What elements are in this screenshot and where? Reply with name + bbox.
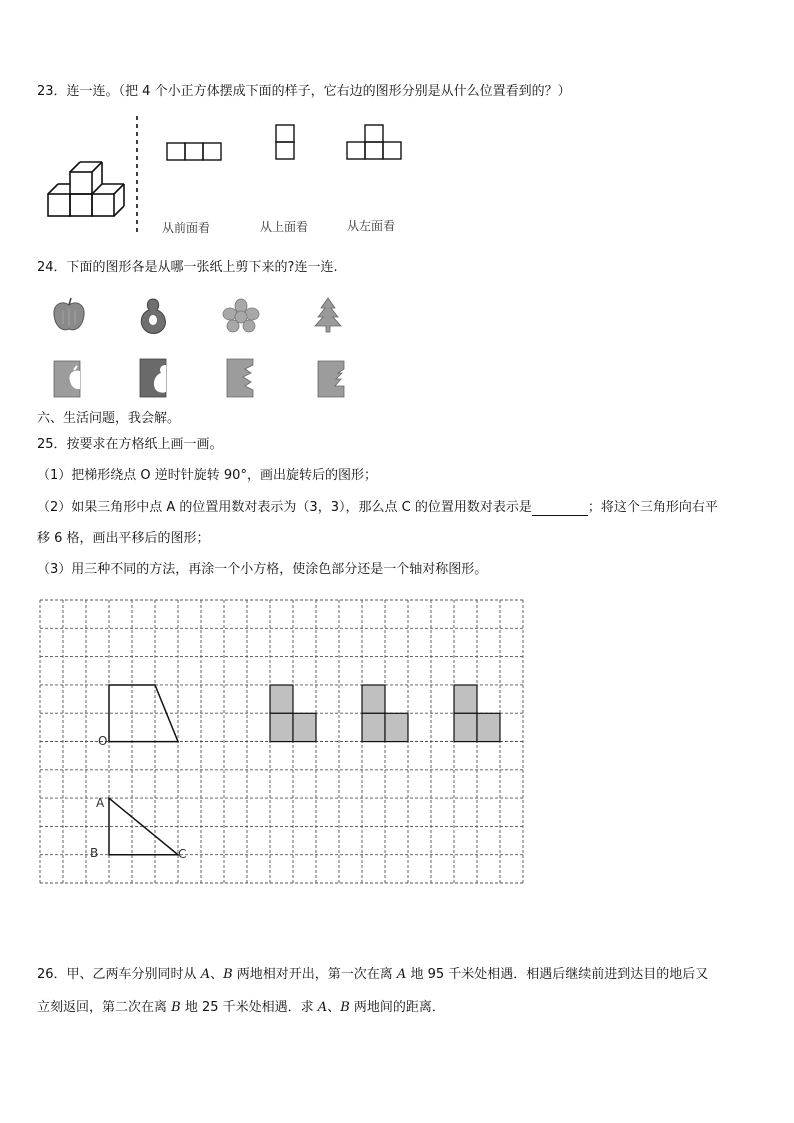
label-top-view: 从上面看 bbox=[260, 220, 309, 234]
view-three-in-row bbox=[166, 142, 222, 162]
point-a: A bbox=[317, 1000, 328, 1015]
flower-shape-icon bbox=[221, 298, 261, 334]
tree-shape-icon bbox=[311, 296, 345, 334]
shaded-cell bbox=[270, 713, 293, 741]
gourd-shape-icon bbox=[136, 296, 170, 336]
q26-text-2c: 、 bbox=[327, 1000, 341, 1015]
shaded-cell bbox=[477, 713, 500, 741]
q26-text-2a: 立刻返回，第二次在离 bbox=[37, 1000, 172, 1015]
view-t-shape bbox=[346, 124, 404, 162]
point-c-label: C bbox=[178, 847, 187, 861]
point-b-label: B bbox=[90, 846, 99, 860]
point-b: B bbox=[223, 967, 233, 982]
q26-text-1b: 两地相对开出，第一次在离 bbox=[232, 967, 397, 982]
stacked-cubes-figure bbox=[44, 156, 126, 220]
q25-part2-line2: 移 6 格，画出平移后的图形； bbox=[37, 531, 210, 546]
q24-text: 24．下面的图形各是从哪一张纸上剪下来的?连一连. bbox=[37, 260, 338, 275]
view-two-stacked bbox=[275, 124, 297, 162]
point-a: A bbox=[396, 967, 407, 982]
q26-line1 bbox=[37, 967, 708, 983]
folded-paper-gourd-icon bbox=[138, 357, 170, 399]
grid-paper[interactable] bbox=[40, 600, 524, 885]
label-left-view: 从左面看 bbox=[347, 219, 396, 233]
shaded-cell bbox=[454, 713, 477, 741]
q26-text-2d: 两地间的距离． bbox=[349, 1000, 445, 1015]
point-b: B bbox=[171, 1000, 181, 1015]
shaded-l-shapes bbox=[270, 685, 500, 742]
q25-part3: （3）用三种不同的方法，再涂一个小方格，使涂色部分还是一个轴对称图形。 bbox=[37, 562, 488, 577]
shaded-cell bbox=[293, 713, 316, 741]
q26-sep: 、 bbox=[210, 967, 224, 982]
point-a-label: A bbox=[96, 796, 105, 810]
point-b: B bbox=[340, 1000, 350, 1015]
folded-paper-tree-icon bbox=[316, 359, 348, 399]
shaded-cell bbox=[362, 685, 385, 713]
shaded-cell bbox=[270, 685, 293, 713]
shaded-cell bbox=[454, 685, 477, 713]
point-a: A bbox=[200, 967, 211, 982]
q26-text-1a: 26．甲、乙两车分别同时从 bbox=[37, 967, 201, 982]
q25-part2-text-b: ；将这个三角形向右平 bbox=[587, 500, 718, 515]
dashed-divider bbox=[134, 116, 140, 234]
q26-text-2b: 地 25 千米处相遇．求 bbox=[180, 1000, 318, 1015]
q23-text: 23．连一连。（把 4 个小正方体摆成下面的样子，它右边的图形分别是从什么位置看到的？） bbox=[37, 84, 571, 99]
point-o-label: O bbox=[98, 734, 108, 748]
q25-part2-text-a: （2）如果三角形中点 A 的位置用数对表示为（3，3），那么点 C 的位置用数对表示是 bbox=[37, 500, 532, 515]
q26-text-1c: 地 95 千米处相遇．相遇后继续前进到达目的地后又 bbox=[406, 967, 709, 982]
q25-text: 25．按要求在方格纸上画一画。 bbox=[37, 437, 223, 452]
q25-part1: （1）把梯形绕点 O 逆时针旋转 90°，画出旋转后的图形； bbox=[37, 468, 377, 483]
shaded-cell bbox=[385, 713, 408, 741]
answer-blank[interactable] bbox=[532, 503, 588, 516]
q26-line2 bbox=[37, 1000, 445, 1016]
folded-paper-flower-icon bbox=[225, 357, 257, 399]
apple-shape-icon bbox=[50, 296, 88, 334]
section6-title: 六、生活问题，我会解。 bbox=[37, 411, 181, 426]
shaded-cell bbox=[362, 713, 385, 741]
q25-part2-line1 bbox=[37, 500, 718, 516]
folded-paper-apple-icon bbox=[52, 359, 84, 399]
label-front-view: 从前面看 bbox=[162, 221, 211, 235]
